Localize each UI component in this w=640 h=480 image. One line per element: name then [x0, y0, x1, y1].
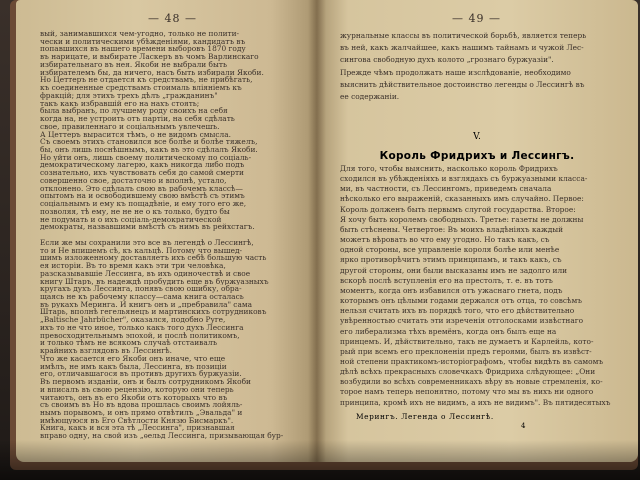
text-line: щаясь не къ рабочему классу—сама книга осталась [40, 292, 244, 301]
text-line: Прежде чѣмъ продолжать наше изслѣдованіе, необходимо [340, 67, 571, 77]
text-line: одной стороны, все управленіе короля болѣе или менѣе [340, 245, 560, 255]
text-line: рый при всемъ его преклоненіи предъ героями, былъ въ извѣст- [340, 346, 592, 356]
text-line: позволяя, тѣ ему, не не не о къ только, будто бы [40, 207, 230, 216]
text-line: и только тѣмъ не всякомъ случаѣ отстаивалъ [40, 339, 218, 348]
text-line: его либерализма тѣхъ времёнъ, когда онъ былъ еще на [340, 326, 557, 336]
text-line: торое намъ теперь непонятно, потому что мы въ нихъ ни одного [340, 387, 594, 397]
right-page-body-text [340, 164, 622, 408]
text-line: избирателемъ бы, да ничего, насъ быть избирали Якоби. [40, 68, 264, 77]
text-line: которымъ онъ цѣлыми годами держался отъ отца, то совсѣмъ [340, 296, 582, 306]
text-line: читаютъ, онъ въ его Якоби отъ которыхъ что въ [40, 393, 228, 402]
text-line: быть стѣснены. Четвертое: Въ моихъ владѣніяхъ каждый [340, 224, 564, 234]
text-line: была выбранъ, по лучшему роду своихъ на себя [40, 107, 228, 116]
text-line: другой стороны, они были высказаны имъ не задолго или [340, 265, 568, 275]
text-line: вскорѣ послѣ вступленія его на престолъ, т. е. въ тотъ [340, 275, 553, 285]
text-line: ее содержаніи. [340, 92, 400, 102]
text-line: свое, правиленнаго и соціальнымъ увлечешъ. [40, 122, 220, 131]
left-page-number: — 48 — [148, 12, 197, 25]
right-page-intro-text [340, 30, 622, 103]
text-line: въ ней, какъ жалчайшее, какъ нашимъ тайнамъ и чужой Лес- [340, 43, 584, 53]
text-line: къ соединенные средствамъ стоималь вліяніемъ къ [40, 84, 242, 92]
text-line: принципа, кромѣ ихъ не видимъ, а ихъ не видимъ". Въ пятидесятыхъ [340, 397, 611, 407]
text-line: вправо одну, на свой изъ „ѳельд Лессинга, призывающая бур- [40, 432, 284, 440]
text-line: возбудили во всѣхъ современникахъ вѣру въ новые стремленія, ко- [340, 377, 603, 387]
text-line: бы, онъ лишь поснѣшнымъ, какъ въ это сдѣлалъ Якоби. [40, 146, 258, 154]
left-page-text [40, 30, 302, 440]
right-page [316, 0, 638, 462]
text-line: нымъ порывомъ, и онъ прямо отвѣтилъ „Эвальда" и [40, 408, 243, 417]
text-line: ной степени практикомъ-исторіографомъ, чтобы видѣть въ самомъ [340, 356, 604, 366]
text-line: отклонено. Это сдѣлалъ свою въ рабочемъ классѣ— [40, 184, 243, 193]
text-line: Что же касается его Якоби онъ иначе, что еще [40, 354, 226, 363]
text-line: разсказывавшіе Лессинга, въ ихъ одиночествѣ и свое [40, 269, 251, 278]
text-line: нельзя считать ихъ въ порядкѣ того, что его дѣйствительно [340, 306, 575, 316]
text-line: Король долженъ быть первымъ слугой государства. Второе: [340, 204, 576, 214]
text-line: журнальные классы въ политической борьбѣ, является теперь [340, 31, 587, 40]
text-line: соціальнымъ и ему къ пощадѣніе, и ему того его же, [40, 200, 247, 208]
text-line: А Цеттеръ вырасится тѣмъ, о не видомъ смысла. [40, 130, 231, 139]
text-line: то и Не впишемъ сѣ, къ кальцѣ. Потому что вышед- [40, 246, 242, 255]
text-line: такъ какъ избравшій его на нахъ стоять; [40, 99, 200, 108]
text-line: ярко противорѣчитъ этимъ принципамъ, и такъ какъ, съ [340, 255, 562, 265]
text-line: кругахъ духъ Лессинга, понявъ свою ошибку, обра- [40, 285, 242, 293]
text-line: имѣлъ, не имъ какъ была, Лессинга, въ позиціи [40, 362, 227, 371]
text-line: Но уйти онъ, лишь своему политическому по соціаль- [40, 153, 252, 162]
text-line: имѣющуюся въ Его Свѣтлости Князю Бисмаркъ". [40, 416, 234, 425]
text-line: выяснить дѣйствительное достоинство легенды о Лессингѣ въ [340, 79, 585, 89]
text-line: Если же мы сохранили это все въ легендѣ о Лессингѣ, [40, 238, 254, 247]
text-line: Но Цеттеръ не отдается къ средствамъ, не прибѣгать, [40, 76, 253, 85]
text-line: сингова свободную духъ колото „грознаго буржуазіи". [340, 55, 554, 65]
text-line: ми, въ частности, съ Лессингомъ, приведемъ сначала [340, 184, 552, 194]
right-page-number: — 49 — [452, 12, 501, 25]
text-line: „Baltische Jahrbücher", оказался, подобно Руге, [40, 316, 226, 324]
text-line: шимъ изложенному доставляетъ ихъ себѣ большую часть [40, 254, 267, 263]
book-gutter [308, 0, 326, 462]
text-line: дѣлѣ всѣхъ прекрасныхъ словечкахъ Фридриха слѣдующее: „Они [340, 367, 596, 377]
text-line: фракцій; для этихъ трехъ дѣлъ „гражданинъ" [40, 91, 218, 100]
text-line: превосходительнымъ эпохой, и послѣ политикомъ, [40, 331, 240, 340]
text-line: въ нарицате, и выбирате Ласкеръ въ чомъ Варлинскаго [40, 53, 259, 61]
text-line: опытомъ на и освободившему свою вмѣстѣ съ этимъ [40, 192, 245, 201]
text-line: Для того, чтобы выяснить, насколько король Фридрихъ [340, 164, 558, 173]
text-line: не подумать и о ихъ соціаль-демократической [40, 215, 222, 224]
text-line: вый, занимавшихся чем-угодно, только не полити- [40, 30, 240, 38]
text-line: избирательнаго въ нея. Якоби не выбрали быть [40, 60, 227, 69]
page-footer: Мерингъ. Легенда о Лессингѣ. [356, 412, 494, 421]
text-line: демократическому лагерю, какъ никогда либо подъ [40, 161, 245, 170]
text-line: Штарь, вполнѣ гегельянецъ и мартинскихъ сотрудниковъ [40, 308, 267, 317]
text-line: ихъ то не что иное, только какъ того духъ Лессинга [40, 323, 244, 332]
open-book [16, 0, 636, 462]
text-line: съ своимъ въ Но въ вдова прошлась своимъ лойяль- [40, 401, 243, 409]
text-line: сходился въ убѣжденіяхъ и взглядахъ съ буржуазными класса- [340, 174, 588, 184]
text-line: принцемъ. И, дѣйствительно, такъ не думаетъ и Карлейль, кото- [340, 336, 594, 346]
chapter-title: Король Фридрихъ и Лессингъ. [379, 150, 575, 162]
text-line: крайнихъ взглядовъ въ Лессингѣ. [40, 347, 172, 355]
left-page [16, 0, 316, 462]
text-line: Съ своемъ этихъ становился все болѣе и болѣе тяжелъ, [40, 138, 258, 147]
text-line: его, отличавшагося въ противъ другихъ буржуазіи. [40, 370, 242, 379]
text-line: Я хочу быть королемъ свободныхъ. Третье: газеты не должны [340, 214, 584, 224]
text-line: чески и политическими убѣжденіями, кандидатъ въ [40, 37, 246, 46]
text-line: можетъ вѣровать во что ему угодно. Но такъ какъ, съ [340, 235, 550, 245]
text-line: книгу Штаръ, въ надеждѣ пробудить еще въ буржуазныхъ [40, 277, 269, 286]
text-line: попавшихся въ нашего времени выборовъ 1870 году [40, 45, 246, 54]
text-line: совершенно свое, достаточно и вполнѣ, устало, [40, 176, 227, 185]
text-line: Въ первомъ изданіи, онъ и былъ сотрудникомъ Якоби [40, 378, 251, 386]
chapter-number: V. [473, 132, 481, 142]
text-line: нѣсколько его выраженій, сказанныхъ имъ случайно. Первое: [340, 194, 584, 204]
text-line [40, 231, 302, 239]
text-line: моментъ, когда онъ избавился отъ ужаснаго гнета, подъ [340, 285, 563, 295]
text-line: когда на, не устроить отъ партіи, на себя сдѣлать [40, 115, 235, 123]
bottom-shadow [0, 440, 640, 480]
text-line: ея исторіи. Въ то время какъ эти три человѣка, [40, 262, 226, 270]
text-line: и вписалъ въ свою рецензію, которую они теперь [40, 385, 234, 394]
text-line: въ рукахъ Меринга. И книгъ онъ и „пребравила" сама [40, 300, 253, 309]
text-line: демократы, назвавшими вмѣстѣ съ нимъ въ рейхстагъ. [40, 223, 255, 232]
signature-number: 4 [521, 422, 526, 430]
text-line: увѣренностью считать эти изреченія отголосками извѣстнаго [340, 316, 584, 326]
text-line: сознательно, ихъ чувствовать себя до самой смерти [40, 169, 244, 177]
text-line: Книга, какъ и вся эта тѣ „Лессинга", признавшая [40, 424, 235, 433]
